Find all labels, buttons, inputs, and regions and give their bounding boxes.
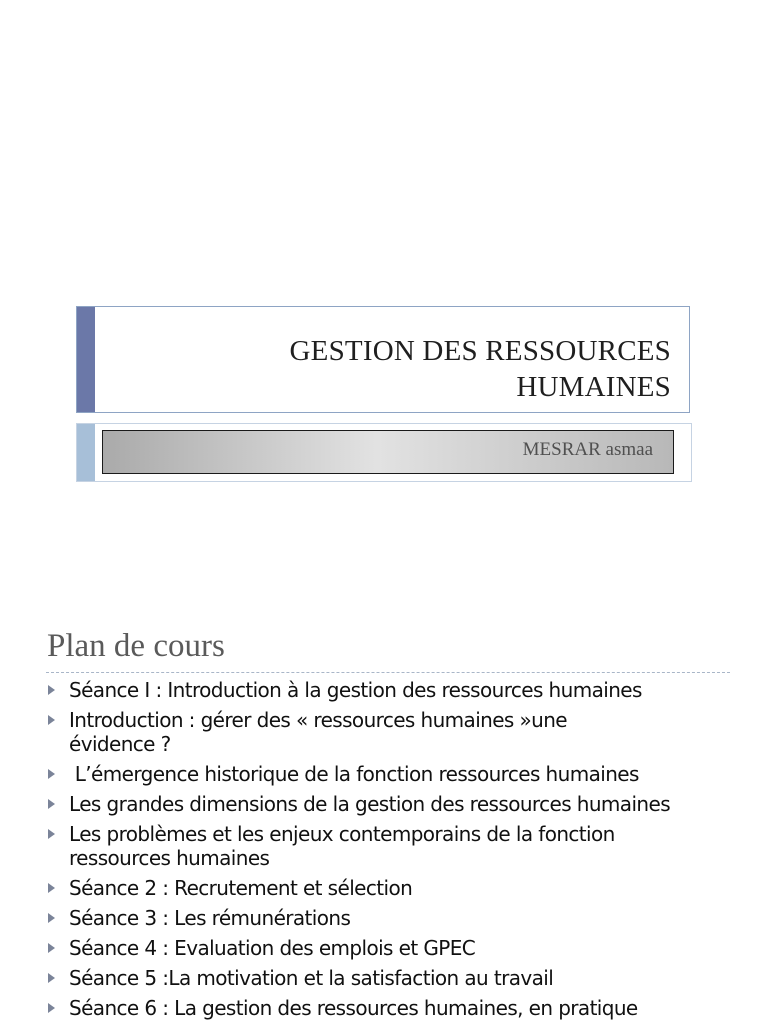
plan-item-line: L’émergence historique de la fonction ressources humaines bbox=[69, 762, 639, 786]
triangle-right-icon bbox=[48, 685, 55, 695]
plan-item-line: Séance 4 : Evaluation des emplois et GPEC bbox=[69, 936, 476, 960]
subtitle-bar bbox=[102, 430, 674, 474]
triangle-right-icon bbox=[48, 883, 55, 893]
triangle-right-icon bbox=[48, 943, 55, 953]
heading-divider bbox=[46, 672, 730, 673]
title-line: GESTION DES RESSOURCES bbox=[289, 335, 671, 367]
plan-list bbox=[45, 678, 745, 1024]
triangle-right-icon bbox=[48, 973, 55, 983]
plan-item-line: Séance 6 : La gestion des ressources humaines, en pratique bbox=[69, 996, 638, 1020]
triangle-right-icon bbox=[48, 913, 55, 923]
plan-item-line: Les problèmes et les enjeux contemporains de la fonction bbox=[69, 822, 615, 846]
triangle-right-icon bbox=[48, 799, 55, 809]
triangle-right-icon bbox=[48, 715, 55, 725]
plan-item-line: ressources humaines bbox=[69, 846, 270, 870]
plan-item-line: évidence ? bbox=[69, 732, 171, 756]
plan-item bbox=[45, 936, 745, 960]
plan-heading: Plan de cours bbox=[47, 628, 225, 664]
plan-item-line: Séance 5 :La motivation et la satisfaction au travail bbox=[69, 966, 554, 990]
plan-item-line: Séance 2 : Recrutement et sélection bbox=[69, 876, 413, 900]
plan-item bbox=[45, 996, 745, 1020]
subtitle-accent-bar bbox=[77, 424, 95, 481]
title-box bbox=[76, 306, 690, 413]
plan-item bbox=[45, 822, 745, 870]
author-name: MESRAR asmaa bbox=[522, 439, 653, 460]
document-title bbox=[290, 333, 671, 405]
triangle-right-icon bbox=[48, 1003, 55, 1013]
plan-item bbox=[45, 708, 745, 756]
plan-item bbox=[45, 792, 745, 816]
plan-item bbox=[45, 966, 745, 990]
plan-item-line: Séance 3 : Les rémunérations bbox=[69, 906, 351, 930]
triangle-right-icon bbox=[48, 829, 55, 839]
subtitle-box bbox=[76, 423, 692, 482]
plan-item bbox=[45, 876, 745, 900]
triangle-right-icon bbox=[48, 769, 55, 779]
title-accent-bar bbox=[77, 307, 95, 412]
plan-item bbox=[45, 762, 745, 786]
plan-item bbox=[45, 678, 745, 702]
plan-item-line: Les grandes dimensions de la gestion des ressources humaines bbox=[69, 792, 671, 816]
plan-item bbox=[45, 906, 745, 930]
plan-item-line: Séance I : Introduction à la gestion des ressources humaines bbox=[69, 678, 642, 702]
title-line: HUMAINES bbox=[516, 371, 671, 403]
plan-item-line: Introduction : gérer des « ressources humaines »une bbox=[69, 708, 568, 732]
